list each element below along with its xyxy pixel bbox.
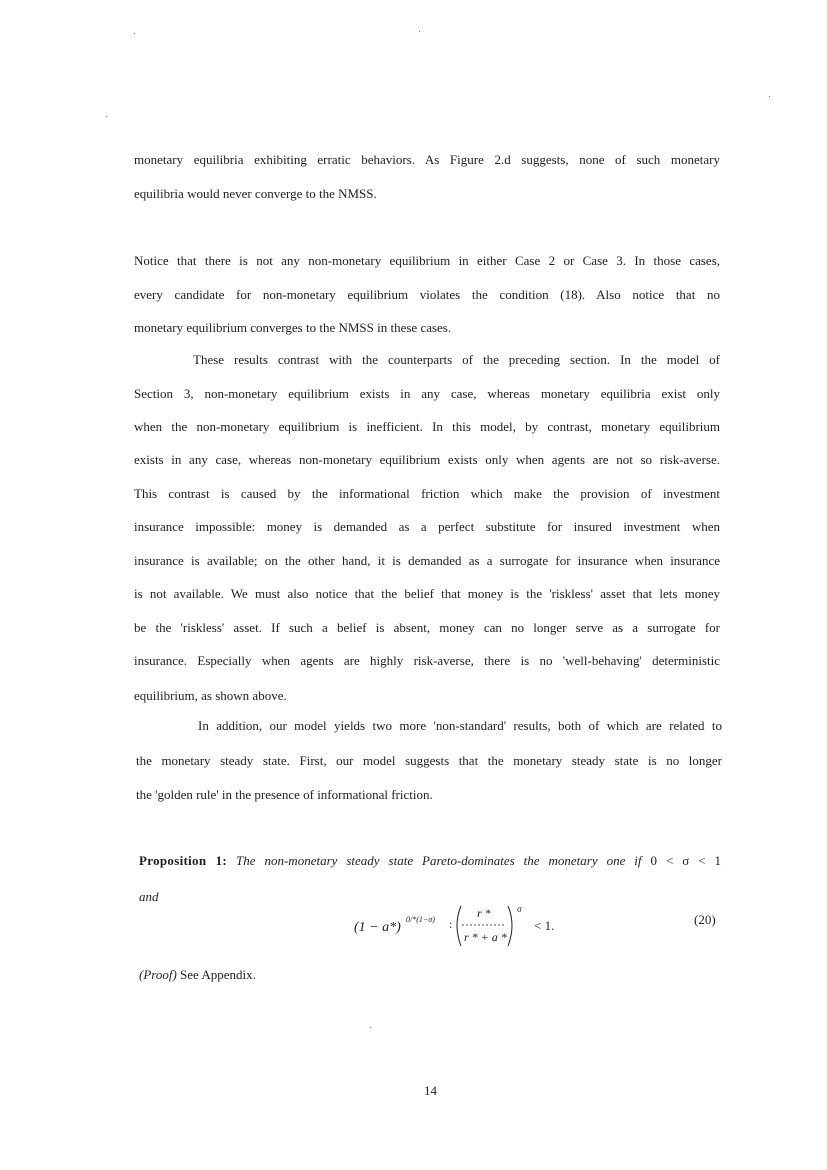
equation-rhs: < 1.: [534, 918, 555, 933]
equation-lhs-exponent: 0/*(1−σ): [406, 915, 435, 924]
p3-line-2: Section 3, non-monetary equilibrium exists in any case, whereas monetary equilibria exist only: [134, 386, 720, 401]
scan-speck: [419, 31, 420, 32]
p3-line-1: These results contrast with the counterparts of the preceding section. In the model of: [193, 352, 720, 367]
proposition-statement: [139, 853, 721, 869]
p3-line-8: is not available. We must also notice that the belief that money is the 'riskless' asset that lets money: [134, 586, 720, 601]
proposition-condition: 0 < σ < 1: [650, 853, 722, 868]
p3-line-5: This contrast is caused by the informational friction which make the provision of investment: [134, 486, 720, 501]
equation-rhs-exponent: σ: [517, 904, 522, 914]
equation-number: (20): [694, 912, 716, 927]
equation-fraction-numerator: r *: [477, 906, 491, 920]
proposition-text: The non-monetary steady state Pareto-dominates the monetary one if: [236, 853, 642, 868]
equation-right-paren: [508, 906, 512, 946]
p3-line-10: insurance. Especially when agents are highly risk-averse, there is no 'well-behaving' deterministic: [134, 653, 720, 668]
p3-line-6: insurance impossible: money is demanded as a perfect substitute for insured investment when: [134, 519, 720, 534]
p3-line-4: exists in any case, whereas non-monetary equilibrium exists only when agents are not so risk-averse.: [134, 452, 720, 467]
proof-label: (Proof): [139, 967, 177, 982]
equation-lhs-base: (1 − a*): [354, 920, 401, 935]
p2-line-1: Notice that there is not any non-monetary equilibrium in either Case 2 or Case 3. In those cases,: [134, 253, 720, 268]
p1-line-2: equilibria would never converge to the NMSS.: [134, 186, 377, 201]
equation-colon: :: [449, 917, 453, 931]
p1-line-1: monetary equilibria exhibiting erratic behaviors. As Figure 2.d suggests, none of such monetary: [134, 152, 720, 167]
p2-line-2: every candidate for non-monetary equilibrium violates the condition (18). Also notice that no: [134, 287, 720, 302]
scan-speck: [106, 116, 107, 117]
p3-line-7: insurance is available; on the other hand, it is demanded as a surrogate for insurance when insurance: [134, 553, 720, 568]
equation-left-paren: [457, 906, 461, 946]
page-number: 14: [424, 1083, 437, 1098]
equation-fraction-denominator: r * + a *: [464, 930, 507, 944]
scan-speck: [134, 33, 135, 34]
proposition-and: and: [139, 889, 159, 904]
scan-speck: [769, 96, 770, 97]
scan-speck: [370, 1027, 371, 1028]
p4-line-2: the monetary steady state. First, our model suggests that the monetary steady state is no longer: [136, 753, 722, 768]
p3-line-3: when the non-monetary equilibrium is inefficient. In this model, by contrast, monetary equilibrium: [134, 419, 720, 434]
p3-line-9: be the 'riskless' asset. If such a belief is absent, money can no longer serve as a surrogate for: [134, 620, 720, 635]
equation-20: [354, 898, 574, 954]
p2-line-3: monetary equilibrium converges to the NMSS in these cases.: [134, 320, 452, 335]
p4-line-3: the 'golden rule' in the presence of informational friction.: [136, 787, 433, 802]
p4-line-1: In addition, our model yields two more 'non-standard' results, both of which are related to: [198, 718, 722, 733]
proof-text: See Appendix.: [176, 967, 256, 982]
p3-line-11: equilibrium, as shown above.: [134, 688, 287, 703]
proposition-label: Proposition 1:: [139, 853, 228, 868]
proof-line: [139, 967, 256, 983]
